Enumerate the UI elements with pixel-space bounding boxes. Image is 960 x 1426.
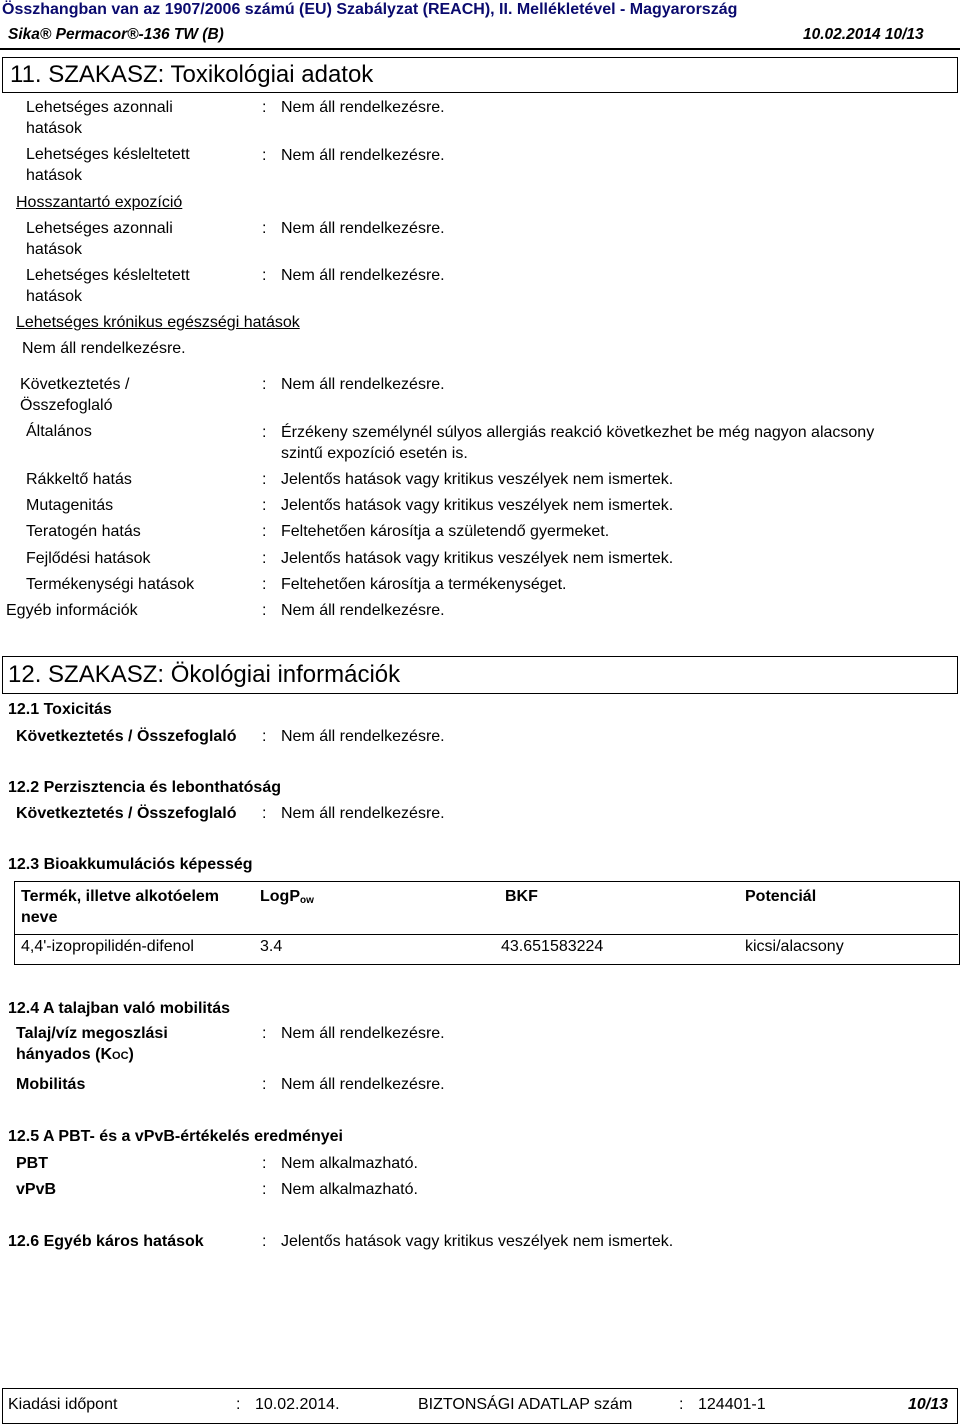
issue-date-label: Kiadási időpont xyxy=(8,1396,118,1413)
colon: : xyxy=(262,550,267,567)
koc-label-1: Talaj/víz megoszlási xyxy=(16,1025,168,1042)
colon: : xyxy=(262,1025,267,1042)
conclusion-label-2: Összefoglaló xyxy=(20,397,113,414)
long-immediate-value: Nem áll rendelkezésre. xyxy=(281,220,445,237)
colon: : xyxy=(262,1233,267,1250)
short-immediate-label-2: hatások xyxy=(26,120,83,137)
short-immediate-label-1: Lehetséges azonnali xyxy=(26,99,173,116)
toxicity-heading: 12.1 Toxicitás xyxy=(8,701,112,718)
colon: : xyxy=(262,267,267,284)
colon: : xyxy=(262,376,267,393)
conclusion-value: Nem áll rendelkezésre. xyxy=(281,376,445,393)
mutagenicity-value: Jelentős hatások vagy kritikus veszélyek nem ismertek. xyxy=(281,497,674,514)
colon: : xyxy=(262,220,267,237)
section-12-title: 12. SZAKASZ: Ökológiai információk xyxy=(8,661,401,688)
colon: : xyxy=(262,523,267,540)
table-header-potential: Potenciál xyxy=(745,888,817,905)
developmental-value: Jelentős hatások vagy kritikus veszélyek nem ismertek. xyxy=(281,550,674,567)
colon: : xyxy=(262,602,267,619)
long-immediate-label-2: hatások xyxy=(26,241,83,258)
section-11-title: 11. SZAKASZ: Toxikológiai adatok xyxy=(10,61,374,88)
colon: : xyxy=(262,424,267,441)
colon: : xyxy=(262,1155,267,1172)
colon: : xyxy=(236,1396,241,1413)
persistence-label: Következtetés / Összefoglaló xyxy=(16,805,237,822)
colon: : xyxy=(262,1076,267,1093)
koc-label-2: hányados (KOC) xyxy=(16,1046,134,1063)
regulation-title: Összhangban van az 1907/2006 számú (EU) Szabályzat (REACH), II. Mellékletével - Magyarország xyxy=(2,1,738,18)
issue-date-value: 10.02.2014. xyxy=(255,1396,340,1413)
sds-number-label: BIZTONSÁGI ADATLAP szám xyxy=(418,1396,633,1413)
date-page: 10.02.2014 10/13 xyxy=(803,26,924,43)
colon: : xyxy=(262,471,267,488)
colon: : xyxy=(262,728,267,745)
short-delayed-value: Nem áll rendelkezésre. xyxy=(281,147,445,164)
teratogenicity-label: Teratogén hatás xyxy=(26,523,141,540)
mobility-value: Nem áll rendelkezésre. xyxy=(281,1076,445,1093)
other-info-label: Egyéb információk xyxy=(6,602,138,619)
vpvb-value: Nem alkalmazható. xyxy=(281,1181,418,1198)
chronic-heading: Lehetséges krónikus egészségi hatások xyxy=(16,314,300,331)
mobility-label: Mobilitás xyxy=(16,1076,86,1093)
pbt-heading: 12.5 A PBT- és a vPvB-értékelés eredményei xyxy=(8,1128,343,1145)
table-divider xyxy=(14,934,958,935)
colon: : xyxy=(262,1181,267,1198)
colon: : xyxy=(262,805,267,822)
other-adverse-value: Jelentős hatások vagy kritikus veszélyek nem ismertek. xyxy=(281,1233,674,1250)
persistence-heading: 12.2 Perzisztencia és lebonthatóság xyxy=(8,779,281,796)
general-value-1: Érzékeny személynél súlyos allergiás reakció következhet be még nagyon alacsony xyxy=(281,424,875,441)
table-header-bkf: BKF xyxy=(505,888,538,905)
header-rule xyxy=(0,48,960,50)
carcinogenicity-value: Jelentős hatások vagy kritikus veszélyek nem ismertek. xyxy=(281,471,674,488)
mutagenicity-label: Mutagenitás xyxy=(26,497,114,514)
product-name: Sika® Permacor®-136 TW (B) xyxy=(8,26,224,43)
pbt-label: PBT xyxy=(16,1155,48,1172)
other-adverse-heading: 12.6 Egyéb káros hatások xyxy=(8,1233,204,1250)
long-term-heading: Hosszantartó expozíció xyxy=(16,194,183,211)
table-cell-bkf: 43.651583224 xyxy=(501,938,604,955)
persistence-value: Nem áll rendelkezésre. xyxy=(281,805,445,822)
fertility-label: Termékenységi hatások xyxy=(26,576,195,593)
short-delayed-label-2: hatások xyxy=(26,167,83,184)
table-header-logp: LogPow xyxy=(260,888,314,906)
chronic-value: Nem áll rendelkezésre. xyxy=(22,340,186,357)
long-delayed-label-2: hatások xyxy=(26,288,83,305)
footer-page-number: 10/13 xyxy=(908,1396,949,1413)
carcinogenicity-label: Rákkeltő hatás xyxy=(26,471,132,488)
long-delayed-label-1: Lehetséges késleltetett xyxy=(26,267,190,284)
long-immediate-label-1: Lehetséges azonnali xyxy=(26,220,173,237)
general-value-2: szintű expozíció esetén is. xyxy=(281,445,468,462)
sds-number-value: 124401-1 xyxy=(698,1396,766,1413)
mobility-heading: 12.4 A talajban való mobilitás xyxy=(8,1000,230,1017)
colon: : xyxy=(262,576,267,593)
colon: : xyxy=(262,99,267,116)
pbt-value: Nem alkalmazható. xyxy=(281,1155,418,1172)
other-info-value: Nem áll rendelkezésre. xyxy=(281,602,445,619)
colon: : xyxy=(262,497,267,514)
table-header-name-1: Termék, illetve alkotóelem xyxy=(21,888,220,905)
toxicity-value: Nem áll rendelkezésre. xyxy=(281,728,445,745)
table-cell-potential: kicsi/alacsony xyxy=(745,938,844,955)
teratogenicity-value: Feltehetően károsítja a születendő gyermeket. xyxy=(281,523,610,540)
long-delayed-value: Nem áll rendelkezésre. xyxy=(281,267,445,284)
table-cell-logp: 3.4 xyxy=(260,938,283,955)
developmental-label: Fejlődési hatások xyxy=(26,550,151,567)
koc-value: Nem áll rendelkezésre. xyxy=(281,1025,445,1042)
general-label: Általános xyxy=(26,423,92,440)
toxicity-label: Következtetés / Összefoglaló xyxy=(16,728,237,745)
colon: : xyxy=(262,147,267,164)
vpvb-label: vPvB xyxy=(16,1181,57,1198)
fertility-value: Feltehetően károsítja a termékenységet. xyxy=(281,576,567,593)
short-delayed-label-1: Lehetséges késleltetett xyxy=(26,146,190,163)
short-immediate-value: Nem áll rendelkezésre. xyxy=(281,99,445,116)
colon: : xyxy=(679,1396,684,1413)
conclusion-label-1: Következtetés / xyxy=(20,376,130,393)
table-header-name-2: neve xyxy=(21,909,58,926)
table-cell-name: 4,4'-izopropilidén-difenol xyxy=(21,938,194,955)
bioaccumulation-heading: 12.3 Bioakkumulációs képesség xyxy=(8,856,253,873)
